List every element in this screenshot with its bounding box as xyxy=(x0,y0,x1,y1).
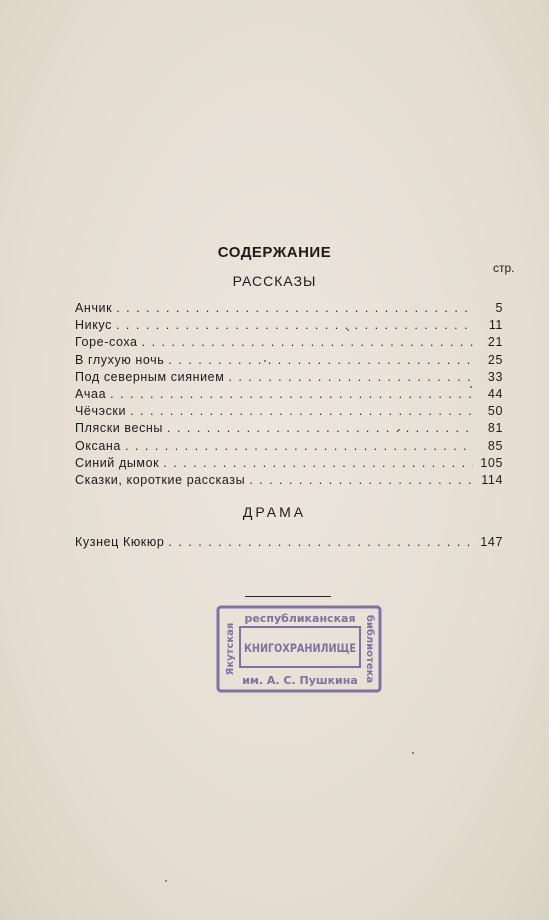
toc-entry-page: 33 xyxy=(487,369,503,384)
leader-dots xyxy=(249,473,473,487)
toc-entry-page: 50 xyxy=(487,404,503,419)
section-heading-stories: РАССКАЗЫ xyxy=(232,273,317,289)
toc-entry-title: Ачаа xyxy=(75,386,107,401)
print-speck xyxy=(398,429,400,431)
toc-entry-page: 85 xyxy=(487,438,503,453)
toc-entry-title: Синий дымок xyxy=(75,455,160,470)
toc-entry-title: Оксана xyxy=(75,438,121,453)
leader-dots xyxy=(116,318,473,332)
toc-entry-title: Кузнец Кюкюр xyxy=(75,535,165,549)
toc-entry xyxy=(75,318,503,335)
toc-entry-page: 11 xyxy=(488,318,503,333)
toc-entry xyxy=(75,353,503,370)
leader-dots xyxy=(116,301,473,315)
toc-entry xyxy=(75,421,503,438)
toc-entry-title: Под северным сиянием xyxy=(75,369,225,384)
toc-drama xyxy=(75,535,503,552)
stamp-bottom-text: им. А. С. Пушкина xyxy=(242,674,358,687)
toc-entry-page: 147 xyxy=(480,535,503,549)
toc-entry xyxy=(75,335,503,352)
leader-dots xyxy=(163,456,473,470)
leader-dots xyxy=(228,370,473,384)
leader-dots xyxy=(168,353,473,367)
stamp-left-text: Якутская xyxy=(225,622,236,676)
toc-entry xyxy=(75,456,503,473)
toc-entry-title: Пляски весны xyxy=(75,421,164,436)
leader-dots xyxy=(110,387,473,401)
toc-entry-title: Чёчэски xyxy=(75,404,127,419)
leader-dots xyxy=(167,421,473,435)
toc-entry xyxy=(75,473,503,490)
leader-dots xyxy=(130,404,473,418)
page-column-label: стр. xyxy=(493,261,515,275)
toc-entry-page: 105 xyxy=(480,455,503,470)
print-speck xyxy=(470,386,472,388)
toc-entry xyxy=(75,404,503,421)
toc-entry-page: 5 xyxy=(495,301,503,315)
stamp-right-text: библиотека xyxy=(364,614,375,684)
leader-dots xyxy=(125,439,473,453)
toc-entry-title: Никус xyxy=(75,318,112,333)
print-speck xyxy=(165,880,167,882)
stamp-top-text: республиканская xyxy=(244,612,356,625)
toc-entry xyxy=(75,370,503,387)
toc-entry xyxy=(75,301,503,318)
divider-rule xyxy=(245,596,331,597)
stamp-center-text: КНИГОХРАНИЛИЩЕ xyxy=(244,641,357,655)
toc-entry-title: В глухую ночь xyxy=(75,352,165,367)
toc-entry-page: 81 xyxy=(487,421,503,436)
toc-entry xyxy=(75,439,503,456)
print-speck xyxy=(412,752,414,754)
toc-entry-title: Анчик xyxy=(75,301,113,315)
section-heading-drama: ДРАМА xyxy=(242,504,307,520)
toc-entry xyxy=(75,535,503,552)
leader-dots xyxy=(142,335,473,349)
contents-title: СОДЕРЖАНИЕ xyxy=(217,244,332,261)
toc-stories xyxy=(75,301,503,490)
toc-entry-page: 44 xyxy=(487,386,503,401)
print-speck xyxy=(347,329,349,331)
toc-entry-title: Сказки, короткие рассказы xyxy=(75,472,246,487)
toc-entry-page: 21 xyxy=(487,335,503,350)
toc-entry-page: 114 xyxy=(481,472,503,487)
toc-entry xyxy=(75,387,503,404)
leader-dots xyxy=(168,535,473,549)
toc-entry-page: 25 xyxy=(487,352,503,367)
library-stamp xyxy=(214,601,384,695)
print-speck xyxy=(264,360,266,362)
toc-entry-title: Горе-соха xyxy=(75,335,138,350)
